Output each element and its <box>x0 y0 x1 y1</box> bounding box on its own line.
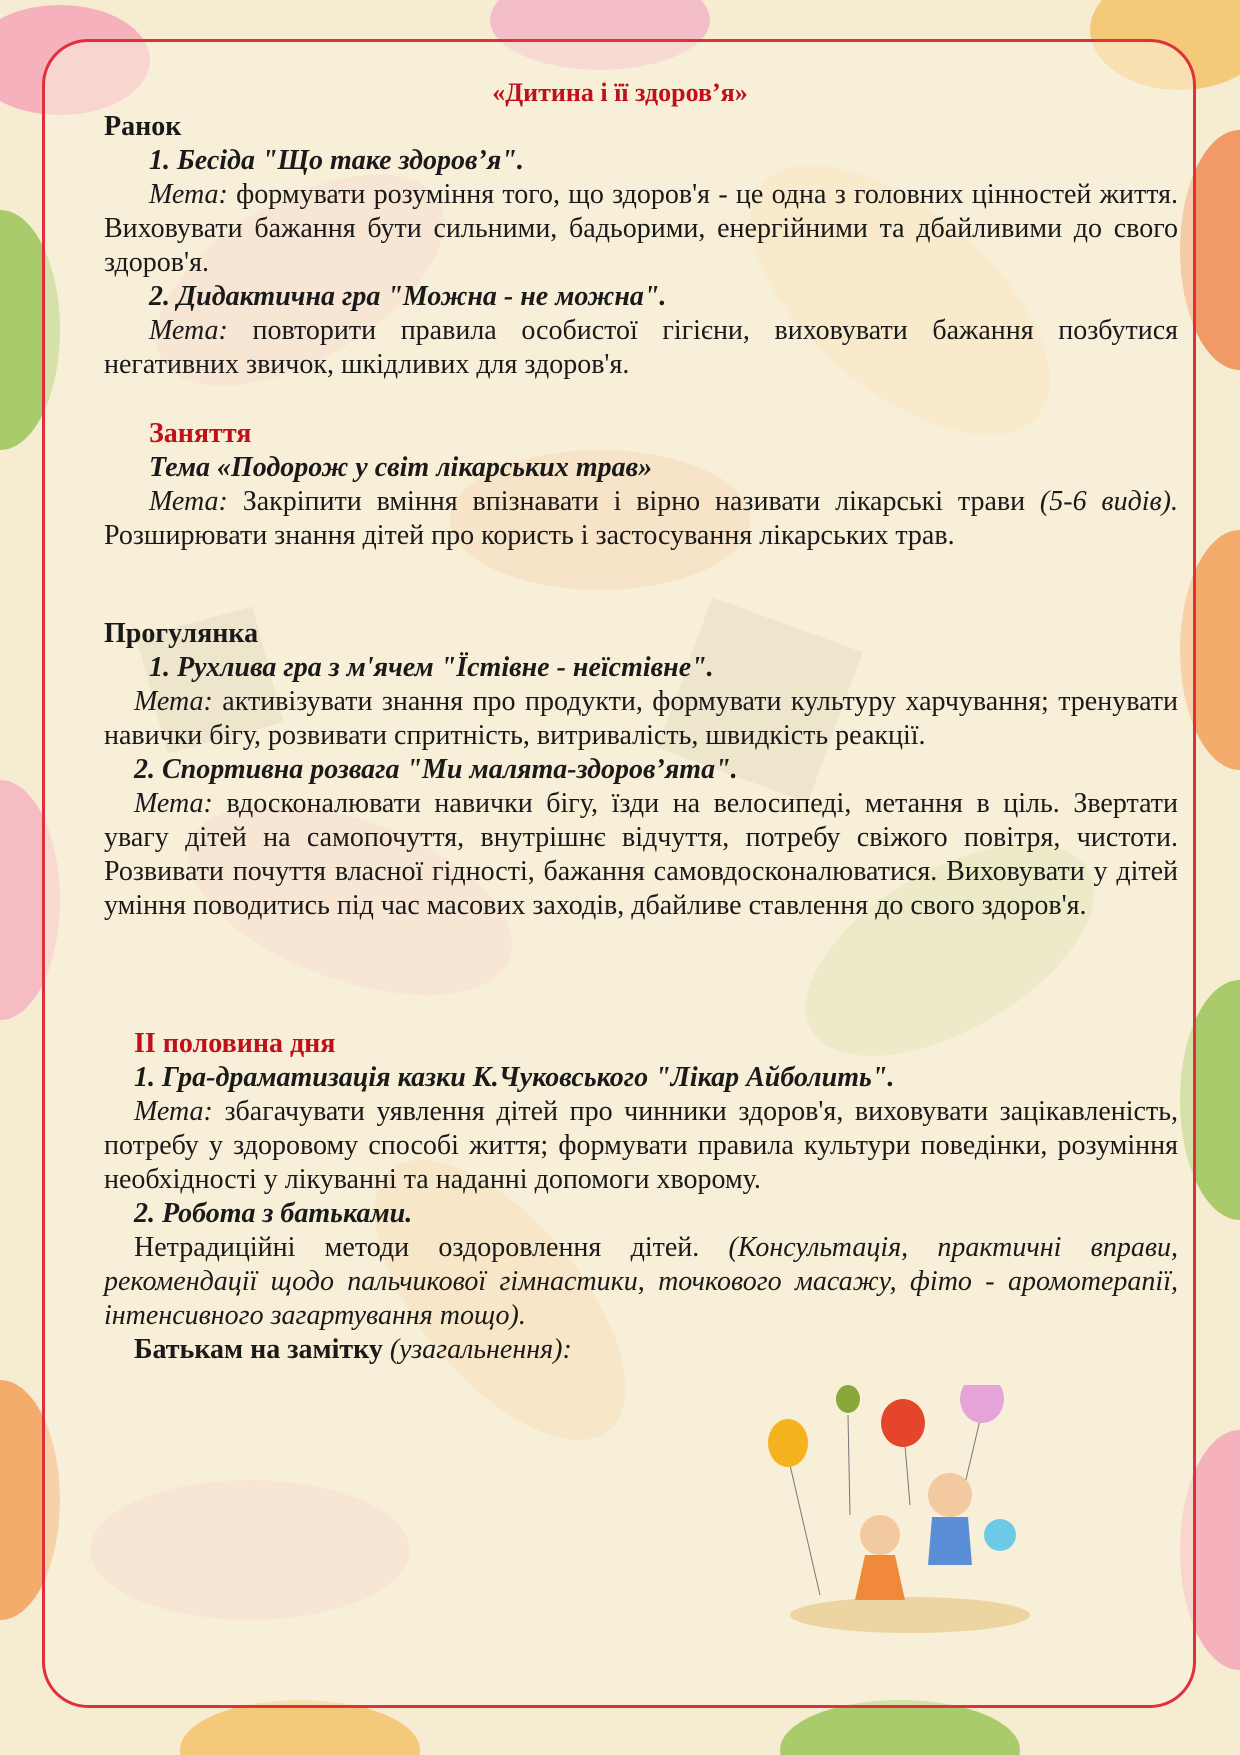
lesson-topic: Тема «Подорож у світ лікарських трав» <box>149 452 653 483</box>
goal-text: формувати розуміння того, що здоров'я - це одна з головних цінностей життя. Виховувати бажання бути сильними, бадьорими, енергійними та дбайливими до свого здоров'я. <box>104 179 1178 278</box>
parents-work <box>104 1231 1178 1333</box>
section-walk <box>104 617 1178 923</box>
morning-goal-2 <box>104 314 1178 382</box>
parents-text: Нетрадиційні методи оздоровлення дітей. <box>134 1232 729 1263</box>
morning-item-1: 1. Бесіда "Що таке здоров’я". <box>149 145 524 176</box>
goal-label: Мета: <box>134 1096 213 1127</box>
goal-text: повторити правила особистої гігієни, виховувати бажання позбутися негативних звичок, шкідливих для здоров'я. <box>104 315 1178 380</box>
goal-label: Мета: <box>134 788 213 819</box>
section-afternoon <box>104 1027 1178 1367</box>
walk-goal-2 <box>104 787 1178 923</box>
goal-text: Розширювати знання дітей про користь і застосування лікарських трав. <box>104 520 955 551</box>
goal-text: Закріпити вміння впізнавати і вірно називати лікарські трави <box>227 486 1040 517</box>
goal-label: Мета: <box>149 179 228 210</box>
goal-text: активізувати знання про продукти, формувати культуру харчування; тренувати навички бігу, розвивати спритність, витривалість, швидкість реакції. <box>104 686 1178 751</box>
afternoon-item-2: 2. Робота з батьками. <box>134 1198 413 1229</box>
parents-note <box>104 1333 1178 1367</box>
lesson-heading: Заняття <box>149 418 252 449</box>
morning-item-2: 2. Дидактична гра "Можна - не можна". <box>149 281 667 312</box>
afternoon-heading: II половина дня <box>134 1028 336 1059</box>
note-italic: (узагальнення): <box>382 1334 572 1365</box>
lesson-goal <box>104 485 1178 553</box>
section-lesson <box>104 417 1178 553</box>
morning-goal-1 <box>104 178 1178 280</box>
goal-label: Мета: <box>149 315 228 346</box>
goal-italic: (5-6 видів). <box>1039 486 1178 517</box>
section-morning <box>104 110 1178 382</box>
walk-item-2: 2. Спортивна розвага "Ми малята-здоров’ята". <box>134 754 738 785</box>
walk-heading: Прогулянка <box>104 618 259 649</box>
goal-label: Мета: <box>149 486 228 517</box>
walk-item-1: 1. Рухлива гра з м'ячем "Їстівне - неїстівне". <box>149 652 714 683</box>
goal-text: вдосконалювати навички бігу, їзди на велосипеді, метання в ціль. Звертати увагу дітей на самопочуття, внутрішнє відчуття, потребу свіжого повітря, чистоти. Розвивати почуття власної гідності, бажання самовдосконалюватися. Виховувати у дітей уміння поводитись під час масових заходів, дбайливе ставлення до свого здоров'я. <box>104 788 1178 921</box>
goal-label: Мета: <box>134 686 213 717</box>
afternoon-goal-1 <box>104 1095 1178 1197</box>
walk-goal-1 <box>104 685 1178 753</box>
parents-italic: (Консультація, практичні вправи, рекомендації щодо пальчикової гімнастики, точкового масажу, фіто - аромотерапії, інтенсивного загартування тощо). <box>104 1232 1178 1331</box>
afternoon-item-1: 1. Гра-драматизація казки К.Чуковського "Лікар Айболить". <box>134 1062 895 1093</box>
goal-text: збагачувати уявлення дітей про чинники здоров'я, виховувати зацікавленість, потребу у здоровому способі життя; формувати правила культури поведінки, розуміння необхідності у лікуванні та наданні допомоги хворому. <box>104 1096 1178 1195</box>
note-bold: Батькам на замітку <box>134 1334 383 1365</box>
page-title: «Дитина і її здоров’я» <box>492 78 748 107</box>
children-with-balloons-illustration <box>760 1385 1060 1635</box>
morning-heading: Ранок <box>104 111 182 142</box>
